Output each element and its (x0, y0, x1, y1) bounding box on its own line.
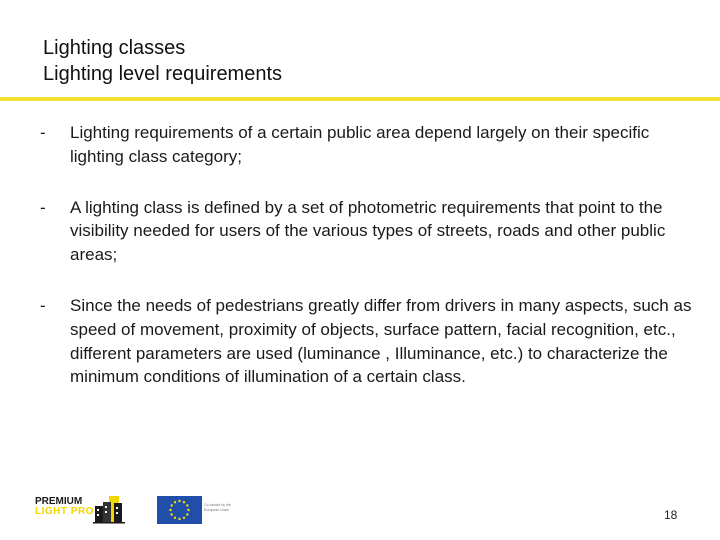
bullet-item (40, 294, 700, 389)
premium-light-pro-logo (35, 494, 130, 524)
bullet-item (40, 196, 700, 267)
bullet-text: A lighting class is defined by a set of photometric requirements that point to the visibility needed for users of the various types of streets, roads and other public areas; (70, 197, 666, 265)
title-line-1: Lighting classes (43, 37, 186, 59)
slide-title (43, 35, 282, 87)
eu-caption: Co-funded by the European Union (204, 503, 231, 512)
logo-text-premium: PREMIUM (35, 496, 83, 507)
bullet-item (40, 121, 700, 169)
eu-flag-icon (157, 496, 202, 524)
bullet-text: Since the needs of pedestrians greatly differ from drivers in many aspects, such as speed of movement, proximity of objects, surface pattern, facial recognition, etc., different parameters are used (luminance , Illuminance, etc.) to characterize the minimum conditions of illumination of a certain class. (70, 295, 692, 387)
title-line-2: Lighting level requirements (43, 63, 283, 85)
bullet-marker: - (40, 295, 46, 315)
page-number: 18 (664, 508, 678, 522)
title-divider (0, 97, 720, 101)
logo-text-lightpro: LIGHT PRO (35, 506, 94, 517)
bullet-marker: - (40, 123, 46, 142)
building-icon (91, 494, 127, 524)
bullet-marker: - (40, 197, 46, 217)
bullet-list (40, 121, 700, 416)
eu-stars (157, 496, 202, 524)
bullet-text: Lighting requirements of a certain public area depend largely on their specific lighting class category; (70, 123, 650, 166)
